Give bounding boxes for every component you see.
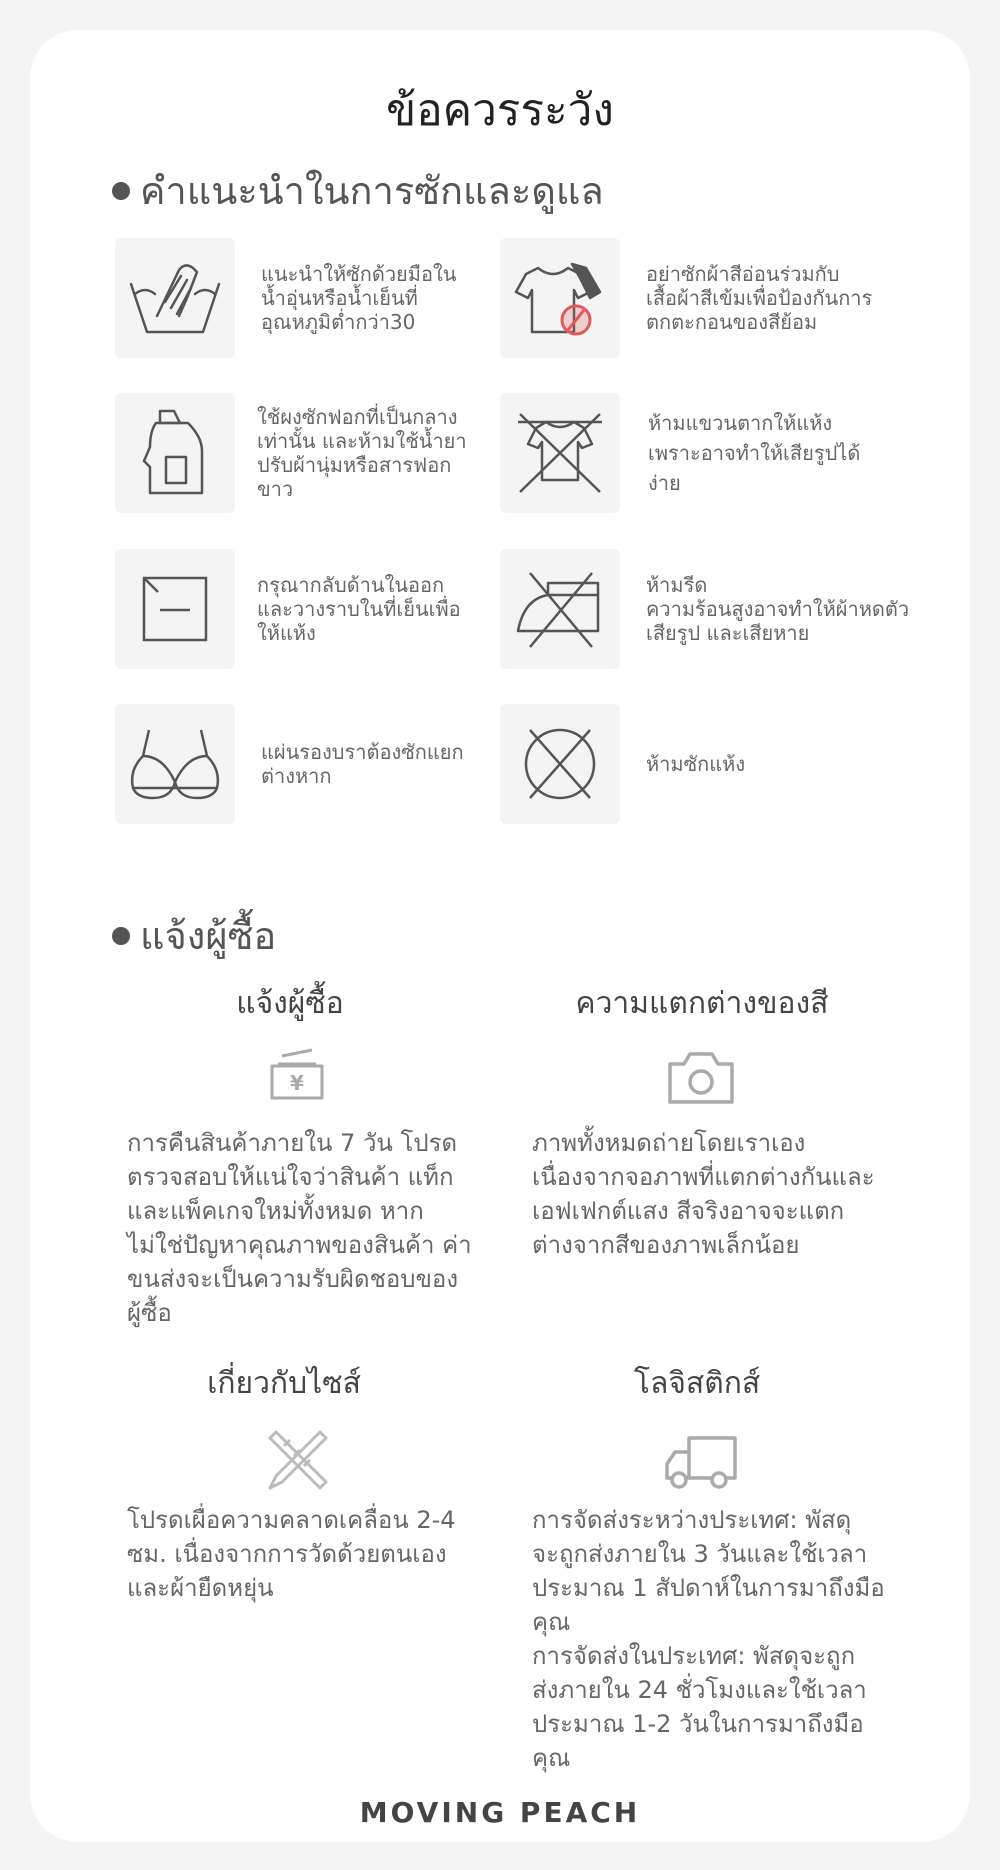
notice-title: แจ้งผู้ซื้อ — [236, 986, 344, 1021]
notice-title: เกี่ยวกับไซส์ — [207, 1366, 361, 1401]
notice-body: การจัดส่งระหว่างประเทศ: พัสดุ จะถูกส่งภายใน 3 วันและใช้เวลา ประมาณ 1 สัปดาห์ในการมาถึงมือ คุณ การจัดส่งในประเทศ: พัสดุจะถูก ส่งภายใน 24 ชั่วโมงและใช้เวลา ประมาณ 1-2 วันในการมาถึงมือ คุณ — [532, 1506, 885, 1772]
brand-logo: MOVING PEACH — [359, 1796, 641, 1829]
care-text: ห้ามรีด ความร้อนสูงอาจทำให้ผ้าหดตัว เสียรูป และเสียหาย — [646, 573, 910, 645]
care-item-no-iron — [500, 549, 946, 669]
detergent-bottle-icon — [115, 393, 235, 513]
care-item-no-mix-colors — [500, 238, 946, 358]
care-text: แนะนำให้ซักด้วยมือใน น้ำอุ่นหรือน้ำเย็นที่ อุณหภูมิต่ำกว่า30 — [261, 262, 457, 334]
page-title: ข้อควรระวัง — [386, 85, 614, 136]
care-item-bra-pads — [115, 704, 501, 824]
delivery-truck-icon — [663, 1432, 739, 1496]
notice-body: โปรดเผื่อความคลาดเคลื่อน 2-4 ซม. เนื่องจากการวัดด้วยตนเอง และผ้ายืดหยุ่น — [127, 1506, 456, 1602]
care-text: ห้ามแขวนตากให้แห้ง เพราะอาจทำให้เสียรูปได้ ง่าย — [648, 411, 861, 495]
care-item-detergent — [115, 393, 497, 513]
care-section-heading — [112, 160, 604, 221]
no-iron-icon — [500, 549, 620, 669]
dry-flat-icon — [115, 549, 235, 669]
notice-body: ภาพทั้งหมดถ่ายโดยเราเอง เนื่องจากจอภาพที่แตกต่างกันและ เอฟเฟกต์แสง สีจริงอาจจะแตก ต่างจากสีของภาพเล็กน้อย — [532, 1129, 875, 1259]
notice-title: โลจิสติกส์ — [633, 1366, 761, 1401]
care-item-no-hang-dry — [500, 393, 908, 513]
bullet-dot — [112, 927, 130, 945]
notice-section-heading-text: แจ้งผู้ซื้อ — [140, 914, 277, 958]
bra-icon — [115, 704, 235, 824]
care-item-dry-flat — [115, 549, 497, 669]
no-mix-colors-shirt-icon — [500, 238, 620, 358]
notice-section-heading — [112, 905, 276, 966]
care-text: แผ่นรองบราต้องซักแยก ต่างหาก — [261, 740, 464, 788]
camera-icon — [666, 1050, 736, 1110]
ruler-pencil-icon — [266, 1428, 330, 1496]
care-text: ห้ามซักแห้ง — [646, 752, 746, 776]
care-item-hand-wash — [115, 238, 501, 358]
care-section-heading-text: คำแนะนำในการซักและดูแล — [140, 169, 604, 213]
no-hang-dry-icon — [500, 393, 620, 513]
svg-text:¥: ¥ — [290, 1071, 304, 1095]
care-item-no-dry-clean — [500, 704, 886, 824]
bullet-dot — [112, 182, 130, 200]
no-dry-clean-icon — [500, 704, 620, 824]
care-text: ใช้ผงซักฟอกที่เป็นกลาง เท่านั้น และห้ามใช้น้ำยา ปรับผ้านุ่มหรือสารฟอก ขาว — [257, 405, 467, 501]
notice-title: ความแตกต่างของสี — [575, 986, 829, 1021]
notice-body: การคืนสินค้าภายใน 7 วัน โปรด ตรวจสอบให้แน่ใจว่าสินค้า แท็ก และแพ็คเกจใหม่ทั้งหมด หาก ไม่ใช่ปัญหาคุณภาพของสินค้า ค่า ขนส่งจะเป็นความรับผิดชอบของ ผู้ซื้อ — [127, 1129, 472, 1327]
refund-yen-icon — [268, 1046, 326, 1106]
hand-wash-icon — [115, 238, 235, 358]
care-text: อย่าซักผ้าสีอ่อนร่วมกับ เสื้อผ้าสีเข้มเพื่อป้องกันการ ตกตะกอนของสีย้อม — [646, 262, 873, 334]
care-text: กรุณากลับด้านในออก และวางราบในที่เย็นเพื่อ ให้แห้ง — [257, 573, 461, 645]
